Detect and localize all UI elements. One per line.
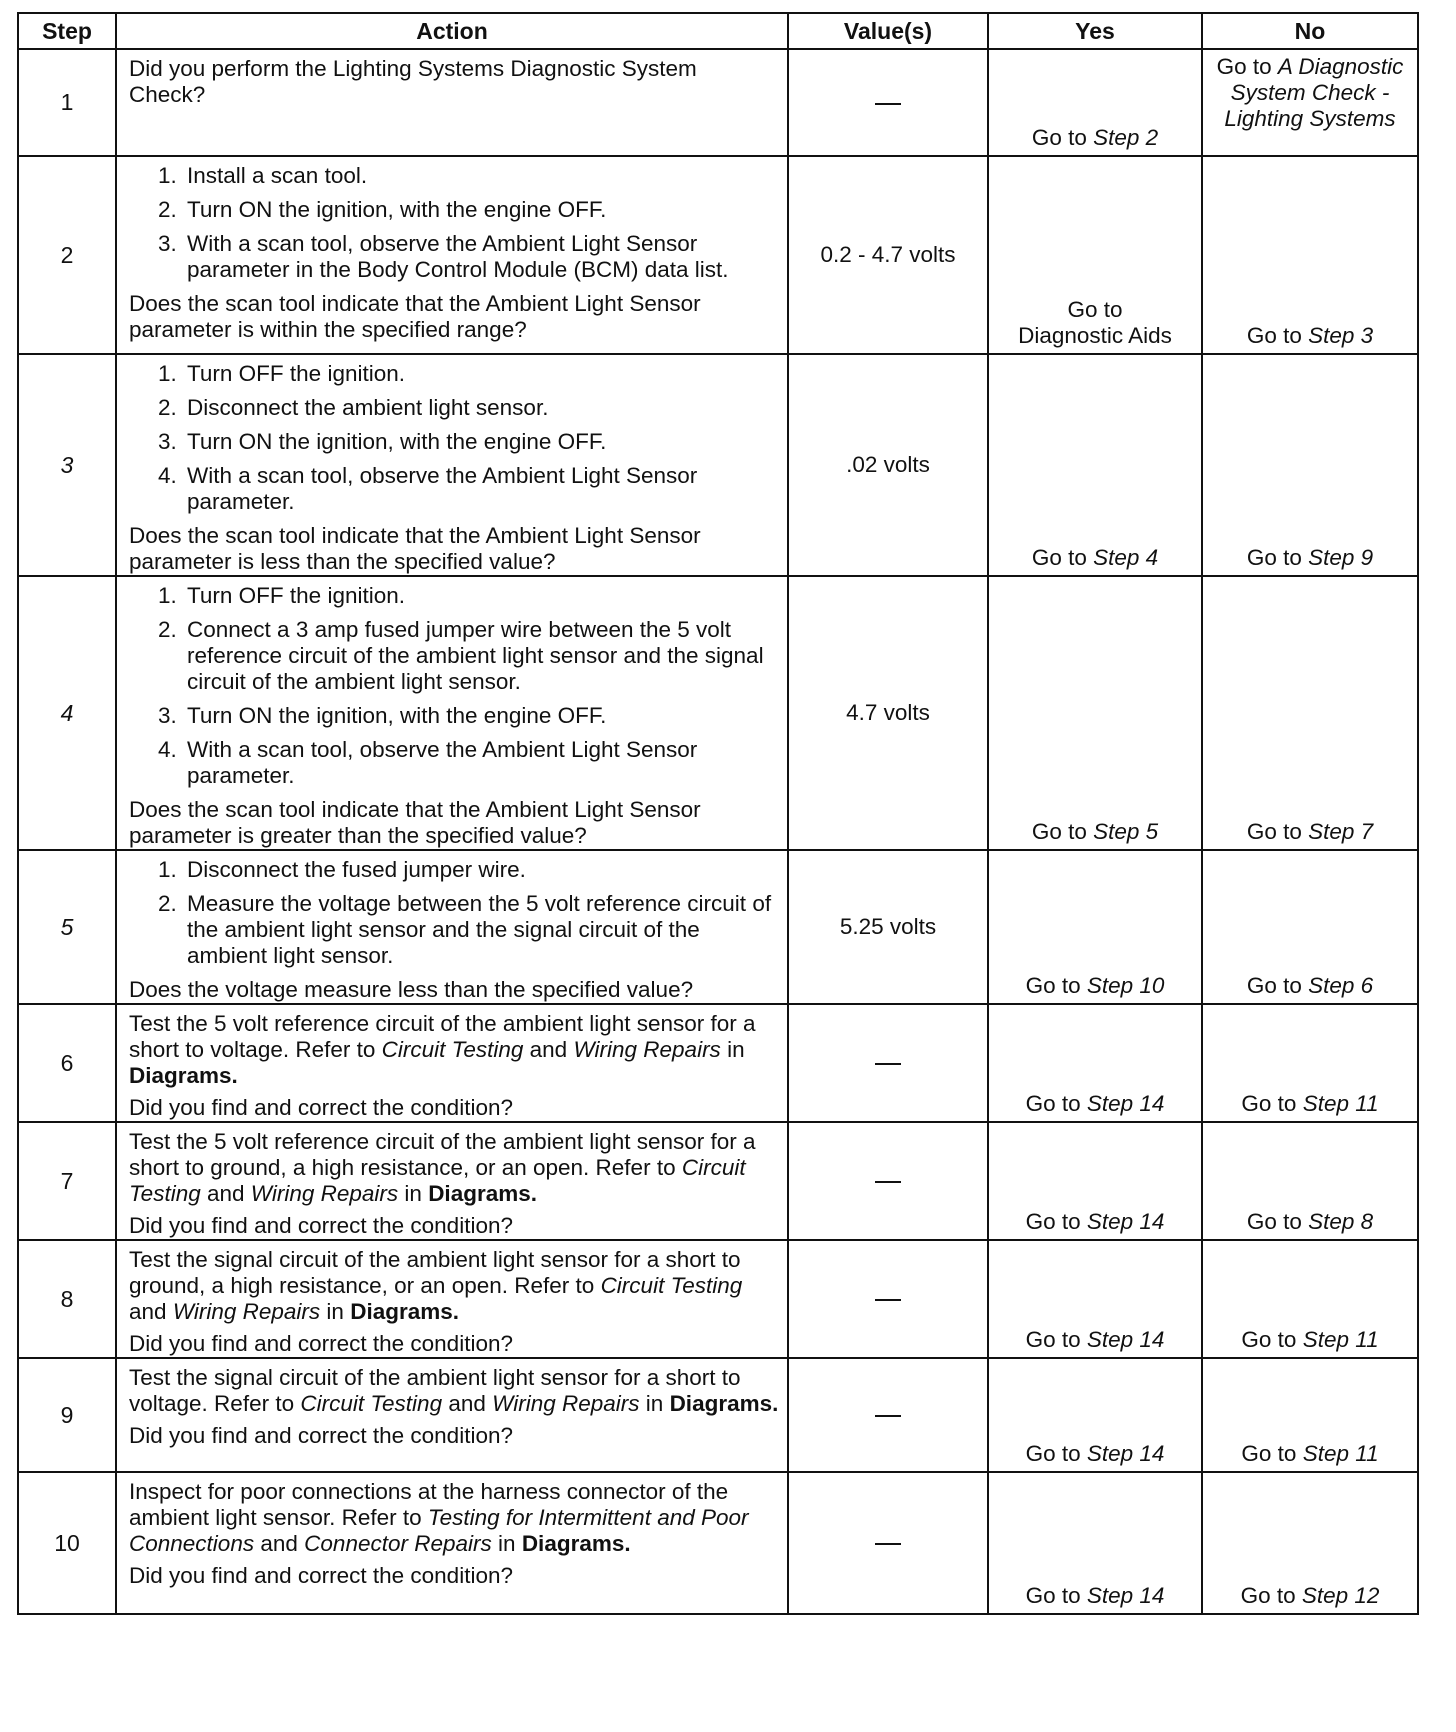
yes-link[interactable]: Step 2 xyxy=(1093,125,1159,150)
yes-link[interactable]: Step 5 xyxy=(1093,819,1159,844)
step-number: 7 xyxy=(18,1122,116,1240)
action-text: Test the signal circuit of the ambient light sensor for a short to voltage. Refer to Circuit Testing and Wiring Repairs in Diagrams. xyxy=(129,1365,779,1416)
action-question: Did you find and correct the condition? xyxy=(129,1095,513,1120)
go-to-label: Go to xyxy=(1216,54,1272,79)
dash xyxy=(875,1415,901,1417)
dash xyxy=(875,1543,901,1545)
action-text: Test the signal circuit of the ambient light sensor for a short to ground, a high resistance, or an open. Refer to Circuit Testing and Wiring Repairs in Diagrams. xyxy=(129,1247,743,1324)
action-item: 4. With a scan tool, observe the Ambient Light Sensor parameter. xyxy=(183,737,779,789)
no-cell xyxy=(1202,1004,1418,1122)
yes-cell xyxy=(988,1004,1202,1122)
action-question: Did you find and correct the condition? xyxy=(129,1563,513,1588)
table-row xyxy=(18,1004,1418,1122)
value-cell xyxy=(788,1240,988,1358)
no-link[interactable]: Step 8 xyxy=(1308,1209,1374,1234)
action-item: 2. Measure the voltage between the 5 volt reference circuit of the ambient light sensor and the signal circuit of the ambient light sensor. xyxy=(183,891,779,969)
yes-cell xyxy=(988,576,1202,850)
action-item: 2. Connect a 3 amp fused jumper wire between the 5 volt reference circuit of the ambient light sensor and the signal circuit of the ambient light sensor. xyxy=(183,617,779,695)
diagrams-link[interactable]: Diagrams. xyxy=(129,1063,238,1088)
table-row xyxy=(18,1472,1418,1614)
table-row xyxy=(18,1240,1418,1358)
go-to-label: Go to xyxy=(1025,973,1081,998)
step-number: 6 xyxy=(18,1004,116,1122)
action-item: 2. Turn ON the ignition, with the engine OFF. xyxy=(183,197,779,223)
diagrams-link[interactable]: Diagrams. xyxy=(521,1531,631,1556)
reference-link[interactable]: Circuit Testing xyxy=(600,1273,743,1298)
go-to-label: Go to xyxy=(1246,819,1302,844)
action-item: 1. Install a scan tool. xyxy=(183,163,779,189)
yes-link[interactable]: Step 10 xyxy=(1086,973,1165,998)
go-to-label: Go to xyxy=(1241,1441,1297,1466)
step-number: 9 xyxy=(18,1358,116,1472)
action-list xyxy=(129,583,779,789)
go-to-label: Go to xyxy=(1246,1209,1302,1234)
go-to-label: Go to xyxy=(1240,1583,1296,1608)
table-row xyxy=(18,156,1418,354)
action-cell xyxy=(116,1358,788,1472)
dash xyxy=(875,103,901,105)
header-row xyxy=(18,13,1418,49)
no-cell xyxy=(1202,1472,1418,1614)
action-item: 1. Turn OFF the ignition. xyxy=(183,361,779,387)
action-question: Did you find and correct the condition? xyxy=(129,1213,513,1238)
action-item: 3. With a scan tool, observe the Ambient Light Sensor parameter in the Body Control Module (BCM) data list. xyxy=(183,231,779,283)
no-cell xyxy=(1202,1240,1418,1358)
yes-link[interactable]: Step 14 xyxy=(1086,1441,1165,1466)
action-item: 2. Disconnect the ambient light sensor. xyxy=(183,395,779,421)
diagrams-link[interactable]: Diagrams. xyxy=(428,1181,537,1206)
yes-cell xyxy=(988,1122,1202,1240)
table-row xyxy=(18,576,1418,850)
header-action: Action xyxy=(116,13,788,49)
action-question: Does the scan tool indicate that the Ambient Light Sensor parameter is greater than the specified value? xyxy=(129,797,701,848)
step-number: 5 xyxy=(18,850,116,1004)
no-link[interactable]: Step 9 xyxy=(1308,545,1374,570)
reference-link[interactable]: Wiring Repairs xyxy=(573,1037,721,1062)
step-number: 8 xyxy=(18,1240,116,1358)
no-link[interactable]: A Diagnostic System Check - Lighting Systems xyxy=(1224,54,1404,131)
reference-link[interactable]: Circuit Testing xyxy=(129,1155,746,1206)
step-number: 4 xyxy=(18,576,116,850)
dash xyxy=(875,1063,901,1065)
action-item: 1. Disconnect the fused jumper wire. xyxy=(183,857,779,883)
go-to-label: Go to xyxy=(1025,1441,1081,1466)
reference-link[interactable]: Wiring Repairs xyxy=(250,1181,399,1206)
no-cell xyxy=(1202,1358,1418,1472)
table-row xyxy=(18,1122,1418,1240)
no-cell xyxy=(1202,156,1418,354)
diagrams-link[interactable]: Diagrams. xyxy=(669,1391,779,1416)
yes-cell xyxy=(988,354,1202,576)
step-number: 3 xyxy=(18,354,116,576)
no-link[interactable]: Step 11 xyxy=(1302,1091,1379,1116)
reference-link[interactable]: Connector Repairs xyxy=(304,1531,492,1556)
step-number: 2 xyxy=(18,156,116,354)
header-values: Value(s) xyxy=(788,13,988,49)
action-cell xyxy=(116,1122,788,1240)
go-to-label: Go to xyxy=(1241,1327,1297,1352)
reference-link[interactable]: Circuit Testing xyxy=(381,1037,524,1062)
action-item: 1. Turn OFF the ignition. xyxy=(183,583,779,609)
yes-link[interactable]: Step 14 xyxy=(1086,1209,1165,1234)
go-to-label: Go to xyxy=(1025,1209,1081,1234)
action-item: 3. Turn ON the ignition, with the engine OFF. xyxy=(183,429,779,455)
no-link[interactable]: Step 3 xyxy=(1308,323,1374,348)
no-link[interactable]: Step 7 xyxy=(1308,819,1374,844)
action-text: Test the 5 volt reference circuit of the ambient light sensor for a short to voltage. Refer to Circuit Testing and Wiring Repairs in Diagrams. xyxy=(129,1011,756,1088)
go-to-label: Go to xyxy=(1246,545,1302,570)
value-cell xyxy=(788,49,988,156)
no-link[interactable]: Step 6 xyxy=(1308,973,1374,998)
table-row xyxy=(18,1358,1418,1472)
value-cell: .02 volts xyxy=(788,354,988,576)
header-no: No xyxy=(1202,13,1418,49)
value-cell xyxy=(788,1004,988,1122)
diagrams-link[interactable]: Diagrams. xyxy=(350,1299,460,1324)
yes-cell xyxy=(988,156,1202,354)
action-cell xyxy=(116,850,788,1004)
action-item: 4. With a scan tool, observe the Ambient Light Sensor parameter. xyxy=(183,463,779,515)
value-cell xyxy=(788,1358,988,1472)
action-cell xyxy=(116,156,788,354)
go-to-label: Go to xyxy=(1067,297,1123,322)
yes-link[interactable]: Diagnostic Aids xyxy=(1018,323,1172,348)
step-number: 10 xyxy=(18,1472,116,1614)
dash xyxy=(875,1181,901,1183)
action-list xyxy=(129,163,779,283)
action-question: Did you find and correct the condition? xyxy=(129,1331,513,1356)
yes-cell xyxy=(988,1472,1202,1614)
table-row xyxy=(18,49,1418,156)
go-to-label: Go to xyxy=(1025,1583,1081,1608)
action-text: Did you perform the Lighting Systems Diagnostic System Check? xyxy=(129,56,697,107)
no-link[interactable]: Step 11 xyxy=(1302,1441,1379,1466)
action-text: Inspect for poor connections at the harness connector of the ambient light sensor. Refer to Testing for Intermittent and Poor Connections and Connector Repairs in Diagrams. xyxy=(129,1479,749,1556)
no-cell xyxy=(1202,850,1418,1004)
header-yes: Yes xyxy=(988,13,1202,49)
action-list xyxy=(129,361,779,515)
value-cell: 0.2 - 4.7 volts xyxy=(788,156,988,354)
value-cell: 4.7 volts xyxy=(788,576,988,850)
yes-link[interactable]: Step 14 xyxy=(1086,1091,1165,1116)
action-question: Does the scan tool indicate that the Ambient Light Sensor parameter is less than the specified value? xyxy=(129,523,701,574)
table-row xyxy=(18,850,1418,1004)
action-question: Does the scan tool indicate that the Ambient Light Sensor parameter is within the specified range? xyxy=(129,291,701,342)
go-to-label: Go to xyxy=(1246,323,1302,348)
yes-cell xyxy=(988,1240,1202,1358)
action-cell xyxy=(116,49,788,156)
dash xyxy=(875,1299,901,1301)
table-row xyxy=(18,354,1418,576)
go-to-label: Go to xyxy=(1241,1091,1297,1116)
yes-cell xyxy=(988,1358,1202,1472)
go-to-label: Go to xyxy=(1031,125,1087,150)
action-cell xyxy=(116,1472,788,1614)
no-link[interactable]: Step 11 xyxy=(1302,1327,1379,1352)
step-number: 1 xyxy=(18,49,116,156)
header-step: Step xyxy=(18,13,116,49)
value-cell xyxy=(788,1472,988,1614)
reference-link[interactable]: Wiring Repairs xyxy=(172,1299,321,1324)
action-text: Test the 5 volt reference circuit of the ambient light sensor for a short to ground, a high resistance, or an open. Refer to Circuit Testing and Wiring Repairs in Diagrams. xyxy=(129,1129,756,1206)
go-to-label: Go to xyxy=(1031,819,1087,844)
yes-link[interactable]: Step 14 xyxy=(1086,1583,1165,1608)
go-to-label: Go to xyxy=(1025,1091,1081,1116)
action-list xyxy=(129,857,779,969)
action-question: Does the voltage measure less than the specified value? xyxy=(129,977,694,1002)
action-cell xyxy=(116,576,788,850)
go-to-label: Go to xyxy=(1246,973,1302,998)
no-cell xyxy=(1202,354,1418,576)
reference-link[interactable]: Circuit Testing xyxy=(300,1391,443,1416)
go-to-label: Go to xyxy=(1025,1327,1081,1352)
action-cell xyxy=(116,1004,788,1122)
no-cell xyxy=(1202,1122,1418,1240)
reference-link[interactable]: Wiring Repairs xyxy=(492,1391,640,1416)
no-cell xyxy=(1202,49,1418,156)
yes-cell xyxy=(988,49,1202,156)
diagnostic-table xyxy=(17,12,1419,1615)
value-cell xyxy=(788,1122,988,1240)
reference-link[interactable]: Testing for Intermittent and Poor Connections xyxy=(129,1505,749,1556)
value-cell: 5.25 volts xyxy=(788,850,988,1004)
no-link[interactable]: Step 12 xyxy=(1301,1583,1380,1608)
action-question: Did you find and correct the condition? xyxy=(129,1423,513,1448)
yes-link[interactable]: Step 4 xyxy=(1093,545,1159,570)
action-cell xyxy=(116,1240,788,1358)
action-item: 3. Turn ON the ignition, with the engine OFF. xyxy=(183,703,779,729)
action-cell xyxy=(116,354,788,576)
yes-link[interactable]: Step 14 xyxy=(1086,1327,1165,1352)
go-to-label: Go to xyxy=(1031,545,1087,570)
yes-cell xyxy=(988,850,1202,1004)
no-cell xyxy=(1202,576,1418,850)
